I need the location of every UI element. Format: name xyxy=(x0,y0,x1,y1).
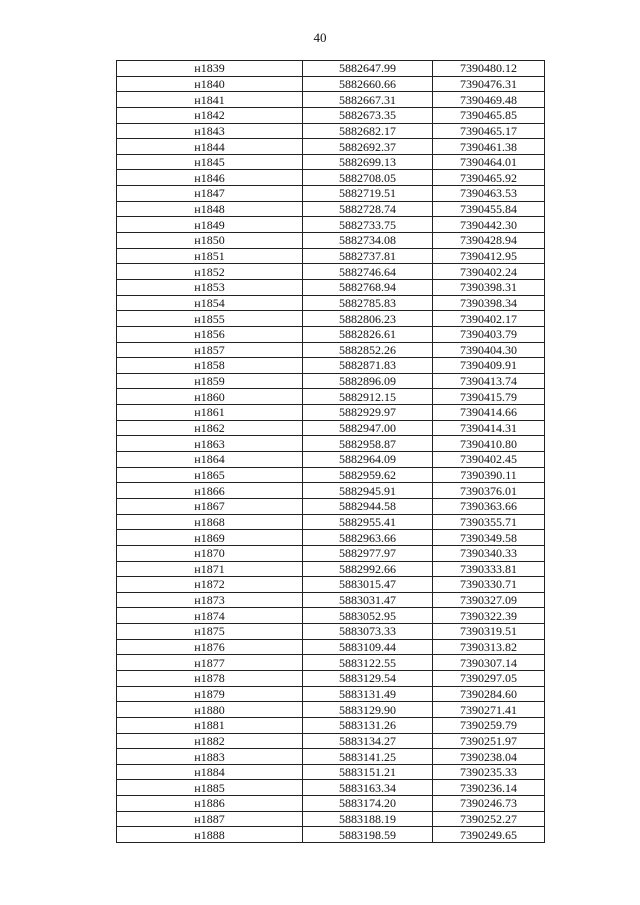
x-coordinate-cell: 5882733.75 xyxy=(303,217,433,233)
point-id-cell: н1887 xyxy=(117,811,303,827)
table-row xyxy=(117,530,545,546)
point-id-cell: н1880 xyxy=(117,702,303,718)
table-row xyxy=(117,420,545,436)
table-row xyxy=(117,358,545,374)
y-coordinate-cell: 7390271.41 xyxy=(433,702,545,718)
table-row xyxy=(117,796,545,812)
point-id-cell: н1869 xyxy=(117,530,303,546)
point-id-cell: н1842 xyxy=(117,107,303,123)
table-row xyxy=(117,498,545,514)
x-coordinate-cell: 5882728.74 xyxy=(303,201,433,217)
point-id-cell: н1846 xyxy=(117,170,303,186)
table-row xyxy=(117,61,545,77)
y-coordinate-cell: 7390455.84 xyxy=(433,201,545,217)
table-row xyxy=(117,717,545,733)
point-id-cell: н1844 xyxy=(117,139,303,155)
table-row xyxy=(117,655,545,671)
y-coordinate-cell: 7390414.31 xyxy=(433,420,545,436)
y-coordinate-cell: 7390376.01 xyxy=(433,483,545,499)
point-id-cell: н1876 xyxy=(117,639,303,655)
table-row xyxy=(117,624,545,640)
table-row xyxy=(117,264,545,280)
point-id-cell: н1865 xyxy=(117,467,303,483)
x-coordinate-cell: 5883129.54 xyxy=(303,670,433,686)
table-row xyxy=(117,561,545,577)
x-coordinate-cell: 5882912.15 xyxy=(303,389,433,405)
point-id-cell: н1859 xyxy=(117,373,303,389)
y-coordinate-cell: 7390398.31 xyxy=(433,279,545,295)
x-coordinate-cell: 5882785.83 xyxy=(303,295,433,311)
x-coordinate-cell: 5882682.17 xyxy=(303,123,433,139)
x-coordinate-cell: 5883131.49 xyxy=(303,686,433,702)
coordinates-table xyxy=(116,60,545,843)
table-row xyxy=(117,608,545,624)
point-id-cell: н1878 xyxy=(117,670,303,686)
point-id-cell: н1860 xyxy=(117,389,303,405)
table-row xyxy=(117,749,545,765)
table-row xyxy=(117,764,545,780)
point-id-cell: н1868 xyxy=(117,514,303,530)
y-coordinate-cell: 7390355.71 xyxy=(433,514,545,530)
x-coordinate-cell: 5882647.99 xyxy=(303,61,433,77)
x-coordinate-cell: 5883198.59 xyxy=(303,827,433,843)
x-coordinate-cell: 5883015.47 xyxy=(303,577,433,593)
table-row xyxy=(117,123,545,139)
x-coordinate-cell: 5882852.26 xyxy=(303,342,433,358)
point-id-cell: н1858 xyxy=(117,358,303,374)
table-row xyxy=(117,248,545,264)
table-row xyxy=(117,233,545,249)
y-coordinate-cell: 7390363.66 xyxy=(433,498,545,514)
y-coordinate-cell: 7390402.24 xyxy=(433,264,545,280)
x-coordinate-cell: 5882826.61 xyxy=(303,326,433,342)
x-coordinate-cell: 5883109.44 xyxy=(303,639,433,655)
x-coordinate-cell: 5882964.09 xyxy=(303,452,433,468)
point-id-cell: н1873 xyxy=(117,592,303,608)
x-coordinate-cell: 5882977.97 xyxy=(303,545,433,561)
y-coordinate-cell: 7390414.66 xyxy=(433,405,545,421)
x-coordinate-cell: 5882871.83 xyxy=(303,358,433,374)
table-row xyxy=(117,326,545,342)
y-coordinate-cell: 7390235.33 xyxy=(433,764,545,780)
x-coordinate-cell: 5882959.62 xyxy=(303,467,433,483)
point-id-cell: н1840 xyxy=(117,76,303,92)
point-id-cell: н1879 xyxy=(117,686,303,702)
table-row xyxy=(117,170,545,186)
table-row xyxy=(117,592,545,608)
table-row xyxy=(117,217,545,233)
table-row xyxy=(117,311,545,327)
point-id-cell: н1877 xyxy=(117,655,303,671)
table-row xyxy=(117,373,545,389)
x-coordinate-cell: 5882947.00 xyxy=(303,420,433,436)
coordinates-table-body xyxy=(117,61,545,843)
y-coordinate-cell: 7390463.53 xyxy=(433,186,545,202)
point-id-cell: н1841 xyxy=(117,92,303,108)
x-coordinate-cell: 5882667.31 xyxy=(303,92,433,108)
y-coordinate-cell: 7390236.14 xyxy=(433,780,545,796)
table-row xyxy=(117,811,545,827)
table-row xyxy=(117,545,545,561)
point-id-cell: н1872 xyxy=(117,577,303,593)
point-id-cell: н1843 xyxy=(117,123,303,139)
point-id-cell: н1848 xyxy=(117,201,303,217)
y-coordinate-cell: 7390402.17 xyxy=(433,311,545,327)
point-id-cell: н1862 xyxy=(117,420,303,436)
table-row xyxy=(117,154,545,170)
point-id-cell: н1839 xyxy=(117,61,303,77)
y-coordinate-cell: 7390238.04 xyxy=(433,749,545,765)
point-id-cell: н1871 xyxy=(117,561,303,577)
point-id-cell: н1886 xyxy=(117,796,303,812)
x-coordinate-cell: 5882673.35 xyxy=(303,107,433,123)
y-coordinate-cell: 7390297.05 xyxy=(433,670,545,686)
y-coordinate-cell: 7390327.09 xyxy=(433,592,545,608)
x-coordinate-cell: 5883129.90 xyxy=(303,702,433,718)
point-id-cell: н1851 xyxy=(117,248,303,264)
y-coordinate-cell: 7390330.71 xyxy=(433,577,545,593)
y-coordinate-cell: 7390403.79 xyxy=(433,326,545,342)
y-coordinate-cell: 7390413.74 xyxy=(433,373,545,389)
x-coordinate-cell: 5882719.51 xyxy=(303,186,433,202)
y-coordinate-cell: 7390252.27 xyxy=(433,811,545,827)
y-coordinate-cell: 7390410.80 xyxy=(433,436,545,452)
table-row xyxy=(117,733,545,749)
y-coordinate-cell: 7390428.94 xyxy=(433,233,545,249)
x-coordinate-cell: 5883073.33 xyxy=(303,624,433,640)
point-id-cell: н1845 xyxy=(117,154,303,170)
table-row xyxy=(117,483,545,499)
table-row xyxy=(117,342,545,358)
x-coordinate-cell: 5882963.66 xyxy=(303,530,433,546)
point-id-cell: н1857 xyxy=(117,342,303,358)
y-coordinate-cell: 7390409.91 xyxy=(433,358,545,374)
y-coordinate-cell: 7390319.51 xyxy=(433,624,545,640)
y-coordinate-cell: 7390340.33 xyxy=(433,545,545,561)
point-id-cell: н1855 xyxy=(117,311,303,327)
page-number: 40 xyxy=(313,30,327,45)
point-id-cell: н1854 xyxy=(117,295,303,311)
y-coordinate-cell: 7390412.95 xyxy=(433,248,545,264)
table-row xyxy=(117,577,545,593)
y-coordinate-cell: 7390398.34 xyxy=(433,295,545,311)
y-coordinate-cell: 7390480.12 xyxy=(433,61,545,77)
table-row xyxy=(117,107,545,123)
y-coordinate-cell: 7390284.60 xyxy=(433,686,545,702)
y-coordinate-cell: 7390259.79 xyxy=(433,717,545,733)
x-coordinate-cell: 5882958.87 xyxy=(303,436,433,452)
x-coordinate-cell: 5882896.09 xyxy=(303,373,433,389)
point-id-cell: н1864 xyxy=(117,452,303,468)
x-coordinate-cell: 5882955.41 xyxy=(303,514,433,530)
y-coordinate-cell: 7390464.01 xyxy=(433,154,545,170)
point-id-cell: н1883 xyxy=(117,749,303,765)
point-id-cell: н1847 xyxy=(117,186,303,202)
y-coordinate-cell: 7390249.65 xyxy=(433,827,545,843)
x-coordinate-cell: 5883174.20 xyxy=(303,796,433,812)
table-row xyxy=(117,76,545,92)
x-coordinate-cell: 5883134.27 xyxy=(303,733,433,749)
x-coordinate-cell: 5882929.97 xyxy=(303,405,433,421)
table-row xyxy=(117,201,545,217)
table-row xyxy=(117,279,545,295)
table-row xyxy=(117,514,545,530)
x-coordinate-cell: 5882992.66 xyxy=(303,561,433,577)
point-id-cell: н1856 xyxy=(117,326,303,342)
y-coordinate-cell: 7390404.30 xyxy=(433,342,545,358)
x-coordinate-cell: 5882945.91 xyxy=(303,483,433,499)
point-id-cell: н1861 xyxy=(117,405,303,421)
x-coordinate-cell: 5883052.95 xyxy=(303,608,433,624)
y-coordinate-cell: 7390469.48 xyxy=(433,92,545,108)
point-id-cell: н1853 xyxy=(117,279,303,295)
x-coordinate-cell: 5882734.08 xyxy=(303,233,433,249)
table-row xyxy=(117,780,545,796)
y-coordinate-cell: 7390390.11 xyxy=(433,467,545,483)
point-id-cell: н1881 xyxy=(117,717,303,733)
point-id-cell: н1885 xyxy=(117,780,303,796)
x-coordinate-cell: 5883131.26 xyxy=(303,717,433,733)
point-id-cell: н1852 xyxy=(117,264,303,280)
table-row xyxy=(117,436,545,452)
x-coordinate-cell: 5883188.19 xyxy=(303,811,433,827)
x-coordinate-cell: 5882768.94 xyxy=(303,279,433,295)
x-coordinate-cell: 5882692.37 xyxy=(303,139,433,155)
x-coordinate-cell: 5882708.05 xyxy=(303,170,433,186)
table-row xyxy=(117,467,545,483)
table-row xyxy=(117,686,545,702)
x-coordinate-cell: 5882699.13 xyxy=(303,154,433,170)
table-row xyxy=(117,670,545,686)
point-id-cell: н1875 xyxy=(117,624,303,640)
x-coordinate-cell: 5882660.66 xyxy=(303,76,433,92)
y-coordinate-cell: 7390465.17 xyxy=(433,123,545,139)
y-coordinate-cell: 7390251.97 xyxy=(433,733,545,749)
point-id-cell: н1888 xyxy=(117,827,303,843)
point-id-cell: н1866 xyxy=(117,483,303,499)
y-coordinate-cell: 7390313.82 xyxy=(433,639,545,655)
y-coordinate-cell: 7390476.31 xyxy=(433,76,545,92)
table-row xyxy=(117,452,545,468)
point-id-cell: н1863 xyxy=(117,436,303,452)
point-id-cell: н1874 xyxy=(117,608,303,624)
y-coordinate-cell: 7390415.79 xyxy=(433,389,545,405)
y-coordinate-cell: 7390322.39 xyxy=(433,608,545,624)
table-row xyxy=(117,389,545,405)
table-row xyxy=(117,92,545,108)
x-coordinate-cell: 5882806.23 xyxy=(303,311,433,327)
x-coordinate-cell: 5882944.58 xyxy=(303,498,433,514)
y-coordinate-cell: 7390402.45 xyxy=(433,452,545,468)
table-row xyxy=(117,827,545,843)
point-id-cell: н1850 xyxy=(117,233,303,249)
y-coordinate-cell: 7390442.30 xyxy=(433,217,545,233)
point-id-cell: н1882 xyxy=(117,733,303,749)
point-id-cell: н1867 xyxy=(117,498,303,514)
table-row xyxy=(117,139,545,155)
y-coordinate-cell: 7390465.92 xyxy=(433,170,545,186)
table-row xyxy=(117,405,545,421)
y-coordinate-cell: 7390307.14 xyxy=(433,655,545,671)
point-id-cell: н1849 xyxy=(117,217,303,233)
y-coordinate-cell: 7390461.38 xyxy=(433,139,545,155)
table-row xyxy=(117,639,545,655)
point-id-cell: н1870 xyxy=(117,545,303,561)
table-row xyxy=(117,702,545,718)
x-coordinate-cell: 5882746.64 xyxy=(303,264,433,280)
y-coordinate-cell: 7390333.81 xyxy=(433,561,545,577)
table-row xyxy=(117,295,545,311)
x-coordinate-cell: 5883151.21 xyxy=(303,764,433,780)
x-coordinate-cell: 5883122.55 xyxy=(303,655,433,671)
x-coordinate-cell: 5883141.25 xyxy=(303,749,433,765)
x-coordinate-cell: 5882737.81 xyxy=(303,248,433,264)
x-coordinate-cell: 5883031.47 xyxy=(303,592,433,608)
x-coordinate-cell: 5883163.34 xyxy=(303,780,433,796)
y-coordinate-cell: 7390246.73 xyxy=(433,796,545,812)
y-coordinate-cell: 7390465.85 xyxy=(433,107,545,123)
table-row xyxy=(117,186,545,202)
y-coordinate-cell: 7390349.58 xyxy=(433,530,545,546)
point-id-cell: н1884 xyxy=(117,764,303,780)
